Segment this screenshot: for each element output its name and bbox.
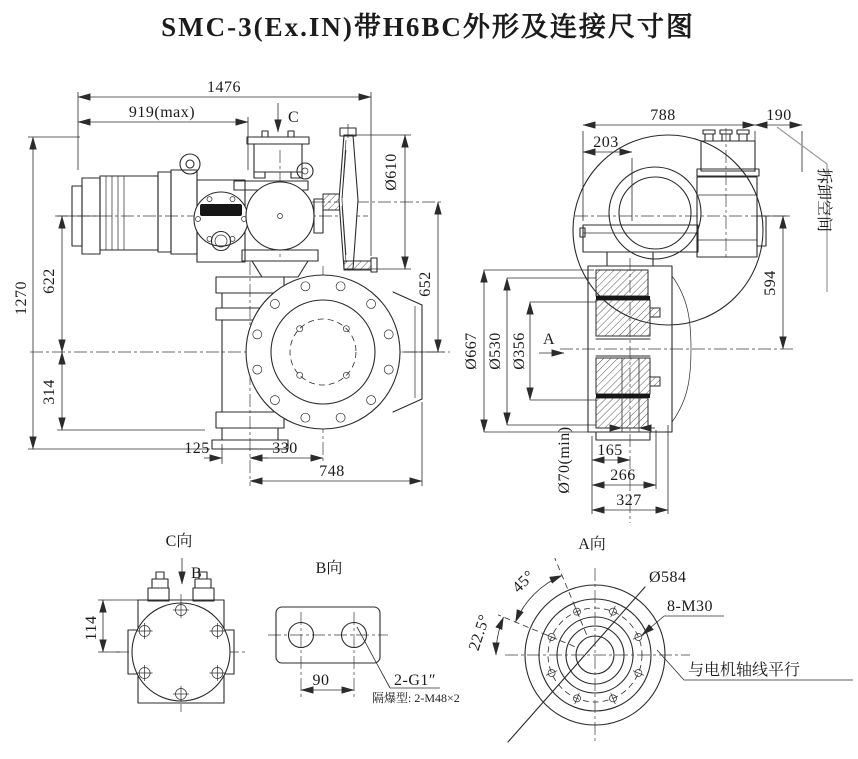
angle-45-label: 45° [509,567,539,597]
dim-dia-530 [487,278,596,425]
dim-788 [583,107,755,221]
dim-125 [184,440,268,464]
dim-919-max [78,104,248,170]
dim-203 [583,134,632,221]
gear-housing [246,182,314,250]
dim-327-label: 327 [616,492,642,509]
output-flange [246,275,400,429]
view-a [466,535,853,742]
section-arrow-a [539,331,564,353]
view-b [268,559,460,705]
dim-203-label: 203 [593,134,619,151]
nameplate [200,204,242,216]
section-c-label: C [288,109,300,126]
dim-125-label: 125 [184,440,210,457]
section-arrow-b [182,558,202,584]
dim-90 [301,672,354,690]
view-b-title: B向 [315,560,343,577]
dim-angle-45 [509,567,562,622]
dim-330-label: 330 [272,440,298,457]
dim-788-label: 788 [650,107,676,124]
dim-114 [83,600,140,652]
dia-584-callout [649,569,687,586]
dia-610-label: Ø610 [383,153,400,191]
dim-748-label: 748 [319,463,345,480]
dim-919-label: 919(max) [128,104,196,121]
dim-622 [41,216,100,352]
view-c-title: C向 [165,533,193,550]
dim-190-label: 190 [766,107,792,124]
view-c-outline [116,572,246,712]
dia-70-label: Ø70(min) [556,426,573,494]
angle-22-5-label: 22.5° [465,612,494,653]
front-view [13,79,450,486]
dim-165-label: 165 [597,442,623,459]
dim-314-label: 314 [41,379,58,405]
gearbox [697,177,757,257]
dim-114-label: 114 [83,615,100,641]
dim-594 [757,216,789,349]
dim-314 [41,352,205,430]
axis-note-label: 与电机轴线平行 [688,662,801,679]
dim-90-label: 90 [312,672,330,689]
dim-dia-667 [463,270,594,432]
view-c [83,532,246,712]
dim-266 [592,430,656,489]
section-a-label: A [542,331,556,348]
dim-1476-label: 1476 [207,79,241,96]
conduit-label: 2-G1″ [394,672,437,689]
front-view-dimensions [13,79,444,486]
dia-667-label: Ø667 [463,332,480,370]
dim-266-label: 266 [610,467,636,484]
conduit-callout [357,627,460,705]
dia-356-label: Ø356 [511,332,528,370]
dim-594-label: 594 [762,270,779,296]
bolt-spec-label: 8-M30 [667,598,714,615]
dia-584-label: Ø584 [649,569,687,586]
dim-1270-label: 1270 [13,281,30,315]
dia-530-label: Ø530 [487,332,504,370]
flameproof-note: 隔爆型: 2-M48×2 [372,691,460,705]
control-cover [194,192,248,246]
dim-652-label: 652 [417,271,434,297]
removal-space-label: 拆卸空间 [815,167,832,233]
drawing-title: SMC-3(Ex.IN)带H6BC外形及连接尺寸图 [161,12,695,42]
motor-end [609,167,701,259]
lifting-eye [180,154,200,174]
removal-space-annotation [777,127,833,292]
section-arrow-c [278,103,299,132]
view-a-title: A向 [578,536,606,553]
dim-190 [755,107,802,172]
dim-angle-22-5 [466,612,504,655]
dim-dia-356 [511,302,596,400]
dim-622-label: 622 [41,268,58,294]
top-box [247,137,309,144]
dim-652 [402,202,444,352]
side-view [463,107,833,523]
side-view-machine-outline [560,128,795,523]
axis-note-callout [657,650,853,680]
section-b-label: B [191,565,203,582]
bolt-spec-callout [642,598,724,635]
